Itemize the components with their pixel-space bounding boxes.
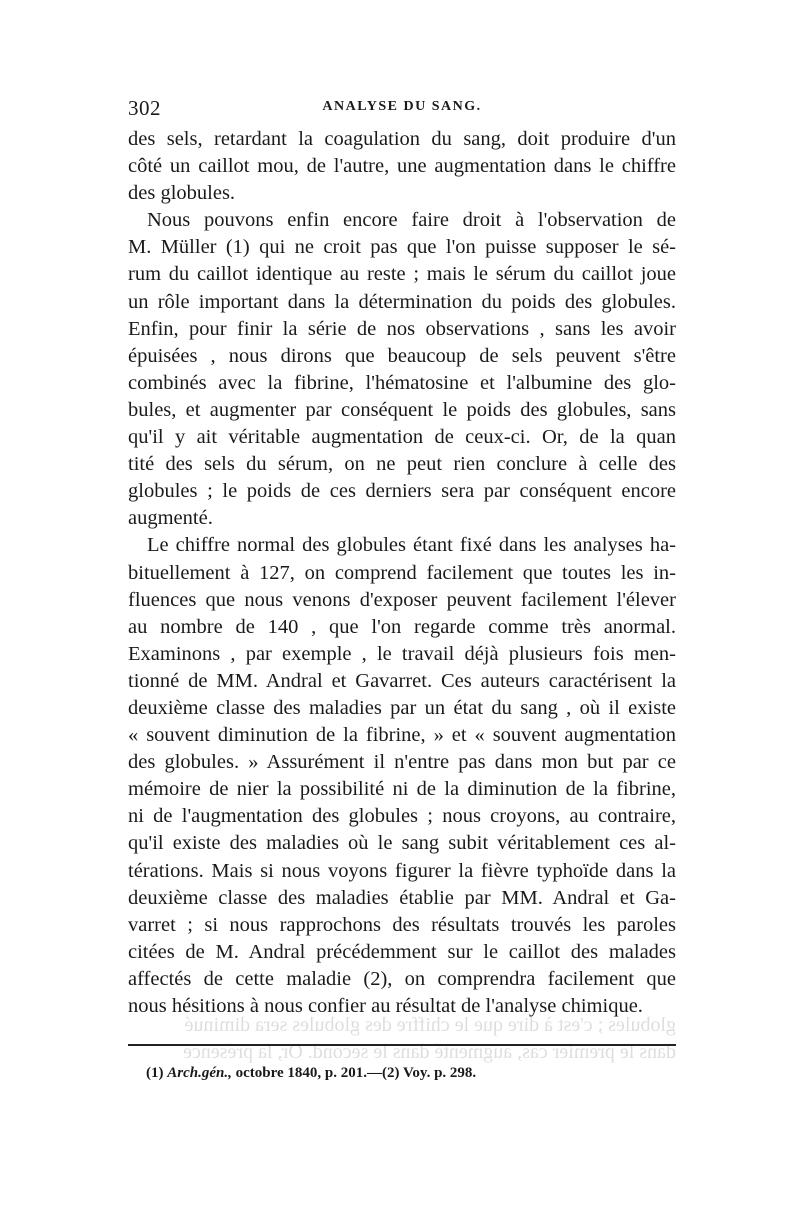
text-line: un rôle important dans la détermination du poids des globules. [128, 290, 676, 313]
text-line: qu'il y ait véritable augmentation de ceux-ci. Or, de la quan [128, 426, 676, 449]
text-line: rum du caillot identique au reste ; mais le sérum du caillot joue [128, 263, 676, 286]
text-line: bules, et augmenter par conséquent le poids des globules, sans [128, 398, 676, 421]
footnote [146, 1065, 476, 1082]
text-line: épuisées , nous dirons que beaucoup de sels peuvent s'être [128, 344, 676, 367]
footnote-marker: (1) [146, 1065, 164, 1081]
text-line: Enfin, pour finir la série de nos observations , sans les avoir [128, 317, 676, 340]
text-line: combinés avec la fibrine, l'hématosine et l'albumine des glo- [128, 371, 676, 394]
text-line: fluences que nous venons d'exposer peuvent facilement l'élever [128, 588, 676, 611]
text-line: ni de l'augmentation des globules ; nous croyons, au contraire, [128, 805, 676, 828]
text-line: Le chiffre normal des globules étant fixé dans les analyses ha- [147, 534, 676, 557]
text-line: tité des sels du sérum, on ne peut rien conclure à celle des [128, 453, 676, 476]
text-line: Examinons , par exemple , le travail déjà plusieurs fois men- [128, 642, 676, 665]
paragraph [128, 126, 676, 207]
running-head [128, 96, 676, 120]
text-line: des globules. » Assurément il n'entre pas dans mon but par ce [128, 751, 676, 774]
paragraph [128, 207, 676, 532]
text-line: deuxième classe des maladies établie par MM. Andral et Ga- [128, 886, 676, 909]
text-line: varret ; si nous rapprochons des résultats trouvés les paroles [128, 913, 676, 936]
footnote-rule [128, 1044, 676, 1046]
text-line: Nous pouvons enfin encore faire droit à l'observation de [147, 209, 676, 232]
text-line: citées de M. Andral précédemment sur le caillot des malades [128, 940, 676, 963]
text-line: qu'il existe des maladies où le sang subit véritablement ces al- [128, 832, 676, 855]
footnote-text: octobre 1840, p. 201.—(2) Voy. p. 298. [235, 1065, 477, 1081]
paragraph [128, 532, 676, 1020]
body-text [128, 126, 676, 1020]
text-line: des sels, retardant la coagulation du sang, doit produire d'un [128, 128, 676, 150]
text-line: tionné de MM. Andral et Gavarret. Ces auteurs caractérisent la [128, 669, 676, 692]
text-line: térations. Mais si nous voyons figurer la fièvre typhoïde dans la [128, 859, 676, 882]
text-line: au nombre de 140 , que l'on regarde comme très anormal. [128, 615, 676, 638]
text-line: nous hésitions à nous confier au résultat de l'analyse chimique. [128, 995, 643, 1017]
footnote-source: Arch.gén., [167, 1065, 232, 1081]
page-number: 302 [128, 96, 161, 120]
text-line: bituellement à 127, on comprend facilement que toutes les in- [128, 561, 676, 584]
running-title: ANALYSE DU SANG. [322, 99, 482, 114]
show-through-line: dans le premier cas, augmenté dans le second. Or, la présence [183, 1041, 676, 1063]
text-line: affectés de cette maladie (2), on comprendra facilement que [128, 967, 676, 990]
text-line: mémoire de nier la possibilité ni de la diminution de la fibrine, [128, 778, 676, 801]
text-line: augmenté. [128, 507, 213, 530]
text-line: des globules. [128, 182, 236, 205]
text-line: deuxième classe des maladies par un état du sang , où il existe [128, 696, 676, 719]
show-through-text [128, 1012, 676, 1070]
show-through-line: globules ; c'est à dire que le chiffre des globules sera diminué [184, 1014, 676, 1036]
text-line: côté un caillot mou, de l'autre, une augmentation dans le chiffre [128, 155, 676, 178]
text-line: globules ; le poids de ces derniers sera par conséquent encore [128, 480, 676, 503]
text-line: « souvent diminution de la fibrine, » et « souvent augmentation [128, 724, 676, 747]
text-line: M. Müller (1) qui ne croit pas que l'on puisse supposer le sé- [128, 236, 676, 259]
